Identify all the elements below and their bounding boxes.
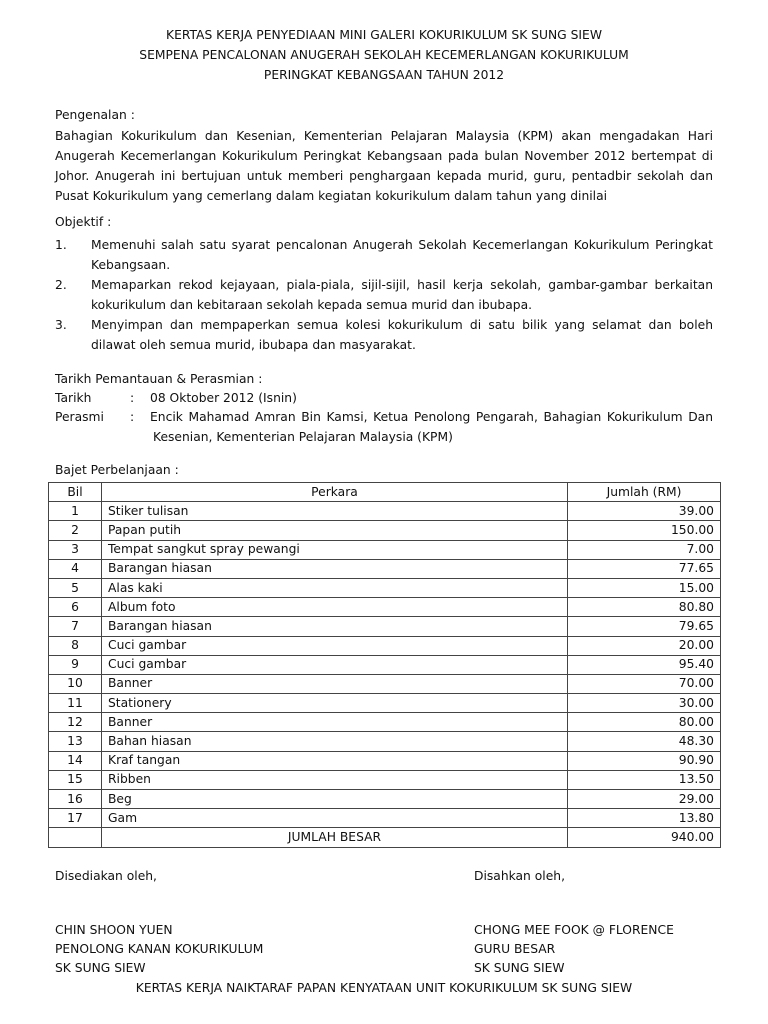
tarikh-heading: Tarikh Pemantauan & Perasmian : — [55, 372, 263, 386]
cell-item: Album foto — [102, 598, 568, 617]
cell-item: Cuci gambar — [102, 636, 568, 655]
item-text: Memenuhi salah satu syarat pencalonan Anugerah Sekolah Kecemerlangan Kokurikulum Peringkat Kebangsaan. — [91, 238, 713, 272]
cell-bil: 6 — [49, 598, 102, 617]
cell-amt: 79.65 — [568, 617, 721, 636]
cell-bil: 8 — [49, 636, 102, 655]
cell-bil: 12 — [49, 713, 102, 732]
item-number: 1. — [55, 238, 67, 252]
cell-bil: 5 — [49, 578, 102, 597]
cell-amt: 39.00 — [568, 502, 721, 521]
tarikh-label: Tarikh — [55, 391, 92, 405]
approved-by-label: Disahkan oleh, — [474, 869, 565, 883]
table-row — [49, 655, 721, 674]
cell-item: Kraf tangan — [102, 751, 568, 770]
cell-item: Ribben — [102, 770, 568, 789]
cell-item: Barangan hiasan — [102, 617, 568, 636]
approved-by-position: GURU BESAR — [474, 942, 556, 956]
table-row — [49, 598, 721, 617]
table-row — [49, 790, 721, 809]
prepared-by-position: PENOLONG KANAN KOKURIKULUM — [55, 942, 264, 956]
prepared-by-name: CHIN SHOON YUEN — [55, 923, 173, 937]
item-text: Memaparkan rekod kejayaan, piala-piala, sijil-sijil, hasil kerja sekolah, gambar-gambar berkaitan kokurikulum dan kebitaraan sekolah kepada semua murid dan ibubapa. — [91, 278, 713, 312]
cell-item: Stationery — [102, 694, 568, 713]
cell-bil: 4 — [49, 559, 102, 578]
para-line: Pusat Kokurikulum yang cemerlang dalam kegiatan kokurikulum dalam tahun yang dinilai — [55, 189, 608, 203]
cell-item: Stiker tulisan — [102, 502, 568, 521]
approved-by-school: SK SUNG SIEW — [474, 961, 565, 975]
cell-bil: 10 — [49, 674, 102, 693]
objektif-heading: Objektif : — [55, 215, 112, 229]
cell-bil: 2 — [49, 521, 102, 540]
cell-bil: 11 — [49, 694, 102, 713]
header-jumlah: Jumlah (RM) — [568, 483, 721, 502]
bajet-heading: Bajet Perbelanjaan : — [55, 463, 179, 477]
objektif-list — [55, 235, 713, 355]
cell-bil: 16 — [49, 790, 102, 809]
cell-amt: 30.00 — [568, 694, 721, 713]
table-row — [49, 713, 721, 732]
footer-title: KERTAS KERJA NAIKTARAF PAPAN KENYATAAN UNIT KOKURIKULUM SK SUNG SIEW — [135, 981, 633, 995]
cell-item: Beg — [102, 790, 568, 809]
pengenalan-paragraph — [55, 126, 713, 206]
colon: : — [130, 410, 135, 424]
item-number: 2. — [55, 278, 67, 292]
cell-amt: 150.00 — [568, 521, 721, 540]
para-line: Bahagian Kokurikulum dan Kesenian, Kementerian Pelajaran Malaysia (KPM) akan mengadakan Hari — [55, 129, 713, 143]
cell-amt: 80.00 — [568, 713, 721, 732]
total-label: JUMLAH BESAR — [102, 828, 568, 847]
cell-bil: 17 — [49, 809, 102, 828]
cell-amt: 90.90 — [568, 751, 721, 770]
item-text: Menyimpan dan mempaperkan semua kolesi kokurikulum di satu bilik yang selamat dan boleh dilawat oleh semua murid, ibubapa dan masyarakat. — [91, 318, 713, 352]
cell-item: Banner — [102, 713, 568, 732]
cell-amt: 20.00 — [568, 636, 721, 655]
cell-amt: 29.00 — [568, 790, 721, 809]
cell-bil: 14 — [49, 751, 102, 770]
cell-item: Tempat sangkut spray pewangi — [102, 540, 568, 559]
title-line-2: SEMPENA PENCALONAN ANUGERAH SEKOLAH KECEMERLANGAN KOKURIKULUM — [139, 48, 629, 62]
cell-bil: 7 — [49, 617, 102, 636]
item-number: 3. — [55, 318, 67, 332]
table-row — [49, 809, 721, 828]
cell-amt: 13.80 — [568, 809, 721, 828]
prepared-by-label: Disediakan oleh, — [55, 869, 157, 883]
cell-amt: 70.00 — [568, 674, 721, 693]
cell-item: Barangan hiasan — [102, 559, 568, 578]
table-row — [49, 578, 721, 597]
para-line: Johor. Anugerah ini bertujuan untuk memberi penghargaan kepada murid, guru, pentadbir sekolah dan — [55, 169, 713, 183]
colon: : — [130, 391, 135, 405]
cell-bil: 13 — [49, 732, 102, 751]
prepared-by-school: SK SUNG SIEW — [55, 961, 146, 975]
table-row — [49, 636, 721, 655]
table-row — [49, 540, 721, 559]
list-item — [55, 275, 713, 315]
tarikh-value: 08 Oktober 2012 (Isnin) — [150, 391, 297, 405]
cell-amt: 7.00 — [568, 540, 721, 559]
cell-bil: 3 — [49, 540, 102, 559]
budget-table — [48, 482, 721, 848]
total-value: 940.00 — [568, 828, 721, 847]
cell-bil — [49, 828, 102, 847]
table-row — [49, 674, 721, 693]
title-line-1: KERTAS KERJA PENYEDIAAN MINI GALERI KOKURIKULUM SK SUNG SIEW — [166, 28, 602, 42]
cell-item: Alas kaki — [102, 578, 568, 597]
cell-amt: 48.30 — [568, 732, 721, 751]
perasmi-label: Perasmi — [55, 410, 104, 424]
list-item — [55, 315, 713, 355]
header-perkara: Perkara — [102, 483, 568, 502]
cell-bil: 9 — [49, 655, 102, 674]
title-line-3: PERINGKAT KEBANGSAAN TAHUN 2012 — [263, 68, 505, 82]
cell-item: Gam — [102, 809, 568, 828]
cell-amt: 13.50 — [568, 770, 721, 789]
table-row — [49, 559, 721, 578]
cell-item: Bahan hiasan — [102, 732, 568, 751]
pengenalan-heading: Pengenalan : — [55, 108, 135, 122]
table-row — [49, 770, 721, 789]
table-row — [49, 617, 721, 636]
total-row — [49, 828, 721, 847]
header-bil: Bil — [49, 483, 102, 502]
cell-bil: 1 — [49, 502, 102, 521]
cell-amt: 80.80 — [568, 598, 721, 617]
cell-item: Cuci gambar — [102, 655, 568, 674]
table-row — [49, 694, 721, 713]
perasmi-line-2: Kesenian, Kementerian Pelajaran Malaysia (KPM) — [153, 430, 453, 444]
cell-amt: 77.65 — [568, 559, 721, 578]
table-row — [49, 751, 721, 770]
perasmi-line-1: Encik Mahamad Amran Bin Kamsi, Ketua Penolong Pengarah, Bahagian Kokurikulum Dan — [150, 410, 713, 424]
approved-by-name: CHONG MEE FOOK @ FLORENCE — [474, 923, 674, 937]
cell-item: Papan putih — [102, 521, 568, 540]
cell-amt: 95.40 — [568, 655, 721, 674]
table-header-row — [49, 483, 721, 502]
para-line: Anugerah Kecemerlangan Kokurikulum Peringkat Kebangsaan pada bulan November 2012 bertempat di — [55, 149, 713, 163]
table-row — [49, 502, 721, 521]
cell-amt: 15.00 — [568, 578, 721, 597]
cell-item: Banner — [102, 674, 568, 693]
list-item — [55, 235, 713, 275]
table-row — [49, 732, 721, 751]
cell-bil: 15 — [49, 770, 102, 789]
table-row — [49, 521, 721, 540]
